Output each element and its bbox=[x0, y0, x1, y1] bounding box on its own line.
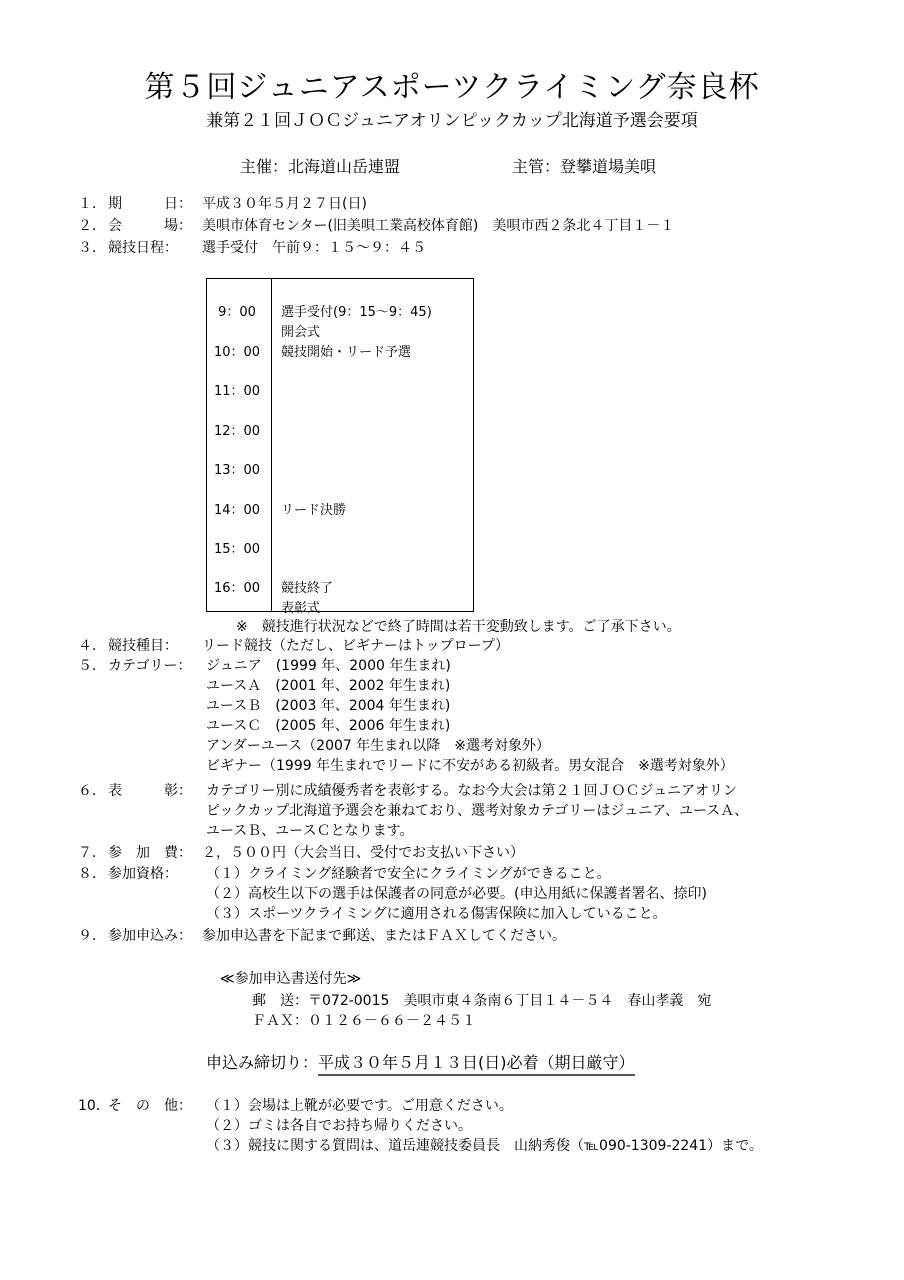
item-value: リード競技（ただし、ビギナーはトップロープ） bbox=[202, 638, 510, 654]
schedule-time: 16：00 bbox=[213, 581, 261, 596]
item-number: ８． bbox=[78, 866, 106, 882]
award-line: ピックカップ北海道予選会を兼ねており、選考対象カテゴリーはジュニア、ユースＡ、 bbox=[206, 803, 749, 819]
category-item: ユースＢ (2003 年、2004 年生まれ) bbox=[206, 698, 451, 714]
schedule-note: ※ 競技進行状況などで終了時間は若干変動致します。ご了承下さい。 bbox=[236, 619, 681, 635]
item-number: ７． bbox=[78, 845, 106, 861]
item-label: 会 場： bbox=[108, 218, 192, 234]
item-number: ６． bbox=[78, 783, 106, 799]
send-to-mail bbox=[252, 990, 711, 1010]
manager: 主管：登攀道場美唄 bbox=[512, 157, 657, 176]
item-number: ５． bbox=[78, 658, 106, 674]
item-qualification bbox=[78, 864, 202, 884]
item-label: そ の 他： bbox=[108, 1098, 192, 1114]
qualification-list bbox=[206, 864, 707, 924]
fax-value: ０１２６－６６－２４５１ bbox=[308, 1013, 476, 1029]
other-item: （１）会場は上靴が必要です。ご用意ください。 bbox=[206, 1098, 513, 1114]
schedule-time: 10：00 bbox=[213, 345, 261, 360]
qualification-item: （１）クライミング経験者で安全にクライミングができること。 bbox=[206, 866, 611, 882]
item-number: ９． bbox=[78, 928, 106, 944]
schedule-table bbox=[206, 278, 474, 616]
item-other bbox=[78, 1096, 202, 1116]
category-item: アンダーユース（2007 年生まれ以降 ※選考対象外） bbox=[206, 738, 550, 754]
schedule-time: 11：00 bbox=[213, 384, 261, 399]
schedule-event: 競技開始・リード予選 bbox=[281, 345, 412, 360]
other-list bbox=[206, 1096, 763, 1156]
schedule-time: 15：00 bbox=[213, 542, 261, 557]
item-award bbox=[78, 781, 202, 801]
category-item: ユースＣ (2005 年、2006 年生まれ) bbox=[206, 718, 451, 734]
item-value: 平成３０年５月２７日(日) bbox=[202, 196, 367, 212]
document-title: 第５回ジュニアスポーツクライミング奈良杯 bbox=[144, 70, 760, 105]
item-number: ３． bbox=[78, 240, 106, 256]
category-item: ユースＡ (2001 年、2002 年生まれ) bbox=[206, 678, 451, 694]
category-item: ジュニア (1999 年、2000 年生まれ) bbox=[206, 658, 451, 674]
item-value: 参加申込書を下記まで郵送、またはＦＡＸしてください。 bbox=[202, 928, 566, 944]
item-label: 参加資格： bbox=[108, 866, 178, 882]
item-number: ４． bbox=[78, 638, 106, 654]
item-label: 期 日： bbox=[108, 196, 192, 212]
item-application bbox=[78, 926, 566, 946]
item-label: 参加申込み： bbox=[108, 928, 192, 944]
mail-label: 郵 送： bbox=[252, 993, 308, 1009]
deadline bbox=[206, 1050, 635, 1073]
item-value: 美唄市体育センター(旧美唄工業高校体育館) 美唄市西２条北４丁目１－１ bbox=[202, 218, 675, 234]
schedule-event: 競技終了 bbox=[281, 581, 334, 596]
category-item: ビギナー（1999 年生まれでリードに不安がある初級者。男女混合 ※選考対象外） bbox=[206, 758, 734, 774]
qualification-item: （２）高校生以下の選手は保護者の同意が必要。(申込用紙に保護者署名、捺印) bbox=[206, 886, 707, 902]
other-item: （２）ゴミは各自でお持ち帰りください。 bbox=[206, 1118, 472, 1134]
schedule-time: 12：00 bbox=[213, 424, 261, 439]
item-venue bbox=[78, 216, 674, 236]
item-label: 競技種目： bbox=[108, 638, 178, 654]
organizer: 主催：北海道山岳連盟 bbox=[240, 157, 401, 176]
mail-value: 〒072-0015 美唄市東４条南６丁目１４－５４ 春山孝義 宛 bbox=[308, 993, 712, 1009]
qualification-item: （３）スポーツクライミングに適用される傷害保険に加入していること。 bbox=[206, 906, 667, 922]
schedule-event: 選手受付(9：15～9：45) bbox=[281, 305, 432, 320]
item-category bbox=[78, 656, 202, 676]
other-item: （３）競技に関する質問は、道岳連競技委員長 山納秀俊（℡090-1309-2241）まで。 bbox=[206, 1138, 763, 1154]
schedule-time: 14：00 bbox=[213, 503, 261, 518]
item-label: 競技日程： bbox=[108, 240, 178, 256]
schedule-time: 13：00 bbox=[213, 463, 261, 478]
item-fee bbox=[78, 843, 524, 863]
item-number: １． bbox=[78, 196, 106, 212]
document-subtitle: 兼第２１回ＪＯＣジュニアオリンピックカップ北海道予選会要項 bbox=[206, 111, 698, 131]
deadline-value: 平成３０年５月１３日(日)必着（期日厳守） bbox=[318, 1053, 635, 1076]
item-value: ２，５００円（大会当日、受付でお支払い下さい） bbox=[202, 845, 524, 861]
award-text bbox=[206, 781, 748, 841]
send-to-fax bbox=[252, 1010, 476, 1030]
schedule-divider bbox=[271, 279, 272, 611]
schedule-event: 表彰式 bbox=[281, 601, 321, 616]
item-label: カテゴリー： bbox=[108, 658, 192, 674]
fax-label: ＦＡＸ： bbox=[252, 1013, 308, 1029]
award-line: ユースＢ、ユースＣとなります。 bbox=[206, 823, 414, 839]
award-line: カテゴリー別に成績優秀者を表彰する。なお今大会は第２１回ＪＯＣジュニアオリン bbox=[206, 783, 738, 799]
schedule-event: 開会式 bbox=[281, 325, 321, 340]
schedule-time: 9：00 bbox=[218, 305, 256, 320]
send-to-heading: ≪参加申込書送付先≫ bbox=[220, 971, 362, 987]
category-list bbox=[206, 656, 734, 776]
item-label: 表 彰： bbox=[108, 783, 192, 799]
item-number: 10． bbox=[78, 1098, 110, 1114]
item-value: 選手受付 午前９：１５～９：４５ bbox=[202, 240, 426, 256]
schedule-event: リード決勝 bbox=[281, 503, 347, 518]
deadline-label: 申込み締切り： bbox=[206, 1053, 319, 1072]
item-event bbox=[78, 636, 509, 656]
item-label: 参 加 費： bbox=[108, 845, 192, 861]
item-number: ２． bbox=[78, 218, 106, 234]
item-schedule bbox=[78, 238, 426, 258]
item-date bbox=[78, 194, 367, 214]
